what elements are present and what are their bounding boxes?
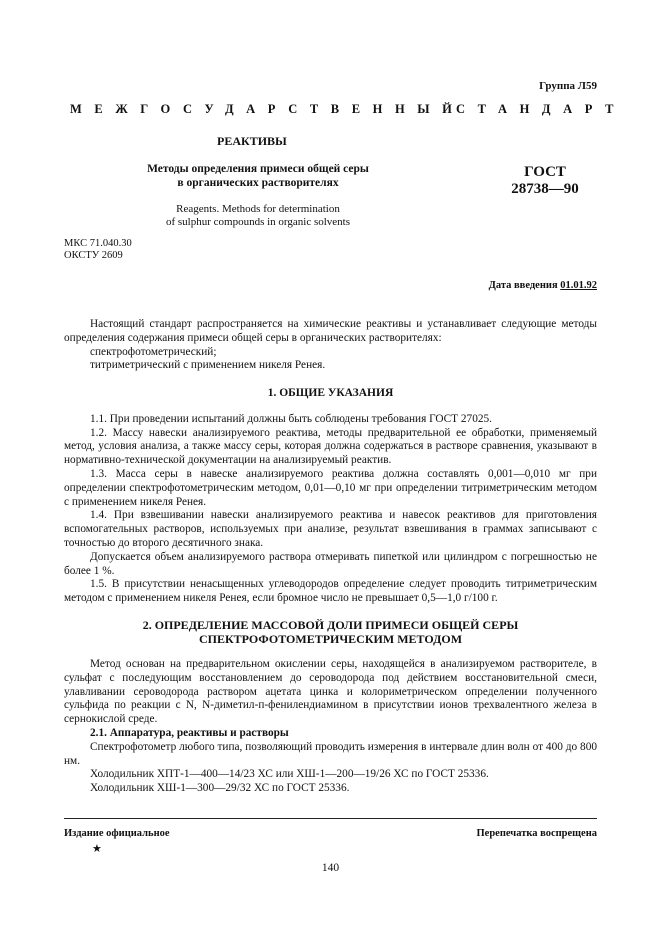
- gost-designation: [480, 164, 610, 198]
- section-1-para-3: 1.3. Масса серы в навеске анализируемого реактива должна составлять 0,001—0,010 мг при определении спектрофотометрическим методом, 0,01—0,10 мг при определении титриметрическим методом с применением никеля Ренея.: [64, 467, 597, 508]
- title-english: [120, 203, 396, 229]
- section-1-para-2: 1.2. Массу навески анализируемого реактива, методы предварительной ее обработки, применяемый метод, условия анализа, а также массу серы, которая должна содержаться в растворе сравнения, указывают в нормативно-технической документации на анализируемый реактив.: [64, 426, 597, 467]
- section-2-subheading: 2.1. Аппаратура, реактивы и растворы: [90, 726, 289, 739]
- section-2-para-4: Холодильник ХШ-1—300—29/32 ХС по ГОСТ 25336.: [90, 782, 350, 795]
- intro-date-value: 01.01.92: [560, 280, 597, 291]
- star-icon: ★: [92, 843, 102, 855]
- section-2-para-2: Спектрофотометр любого типа, позволяющий проводить измерения в интервале длин волн от 400 до 800 нм.: [64, 740, 597, 767]
- group-code: Группа Л59: [539, 80, 597, 92]
- intro-paragraph-2: спектрофотометрический;: [90, 345, 217, 358]
- page-number: 140: [321, 862, 340, 874]
- banner-standard: СТАНДАРТ: [456, 102, 627, 116]
- title-russian: [120, 162, 396, 190]
- footer-divider: [64, 818, 597, 819]
- banner-interstate: МЕЖГОСУДАРСТВЕННЫЙ: [70, 102, 465, 116]
- title-en-line-2: of sulphur compounds in organic solvents: [165, 216, 351, 228]
- official-edition-note: Издание официальное: [64, 828, 170, 839]
- section-2-heading-line-2: СПЕКТРОФОТОМЕТРИЧЕСКИМ МЕТОДОМ: [198, 632, 463, 646]
- intro-paragraph-3: титриметрический с применением никеля Ренея.: [90, 359, 326, 372]
- section-1-para-1: 1.1. При проведении испытаний должны быть соблюдены требования ГОСТ 27025.: [90, 412, 492, 425]
- title-en-line-1: Reagents. Methods for determination: [176, 203, 340, 215]
- okstu-code: ОКСТУ 2609: [64, 250, 123, 261]
- title-ru-line-1: Методы определения примеси общей серы: [147, 163, 369, 175]
- gost-label: ГОСТ: [524, 164, 566, 180]
- section-2-heading-line-1: 2. ОПРЕДЕЛЕНИЕ МАССОВОЙ ДОЛИ ПРИМЕСИ ОБЩЕЙ СЕРЫ: [142, 618, 519, 632]
- section-2: [64, 618, 597, 796]
- section-2-para-1: Метод основан на предварительном окислении серы, находящейся в анализируемом растворителе, в сульфат с последующим восстановлением до сероводорода под действием восстановительной смеси, улавливании сероводорода раствором ацетата цинка и колориметрическом определении полученного сульфида по реакции с N, N-диметил-п-фенилендиамином в присутствии ионов трехвалентного железа в сернокислой среде.: [64, 658, 597, 726]
- category-title: РЕАКТИВЫ: [217, 134, 287, 148]
- intro-date: [489, 280, 597, 291]
- gost-number: 28738—90: [511, 181, 579, 197]
- classifier-codes: [64, 238, 132, 262]
- title-ru-line-2: в органических растворителях: [177, 177, 339, 189]
- section-1-para-4: 1.4. При взвешивании навески анализируемого реактива и навесок реактивов для приготовления вспомогательных растворов, используемых при анализе, результат взвешивания в граммах записывают с точностью до второго десятичного знака.: [64, 509, 597, 549]
- section-1: [64, 387, 597, 606]
- intro-date-label: Дата введения: [488, 280, 558, 291]
- section-2-para-3: Холодильник ХПТ-1—400—14/23 ХС или ХШ-1—200—19/26 ХС по ГОСТ 25336.: [90, 768, 489, 781]
- mks-code: МКС 71.040.30: [64, 238, 132, 249]
- intro-text: [64, 318, 597, 373]
- section-1-heading: 1. ОБЩИЕ УКАЗАНИЯ: [267, 387, 394, 399]
- reprint-prohibited-note: Перепечатка воспрещена: [476, 828, 597, 839]
- section-1-para-5: Допускается объем анализируемого раствора отмеривать пипеткой или цилиндром с погрешностью не более 1 %.: [64, 550, 597, 577]
- intro-paragraph-1: Настоящий стандарт распространяется на химические реактивы и устанавливает следующие методы определения содержания примеси общей серы в органических растворителях:: [64, 318, 597, 344]
- section-1-para-6: 1.5. В присутствии ненасыщенных углеводородов определение следует проводить титриметрическим методом с применением никеля Ренея, если бромное число не превышает 0,5—1,0 г/100 г.: [64, 578, 597, 605]
